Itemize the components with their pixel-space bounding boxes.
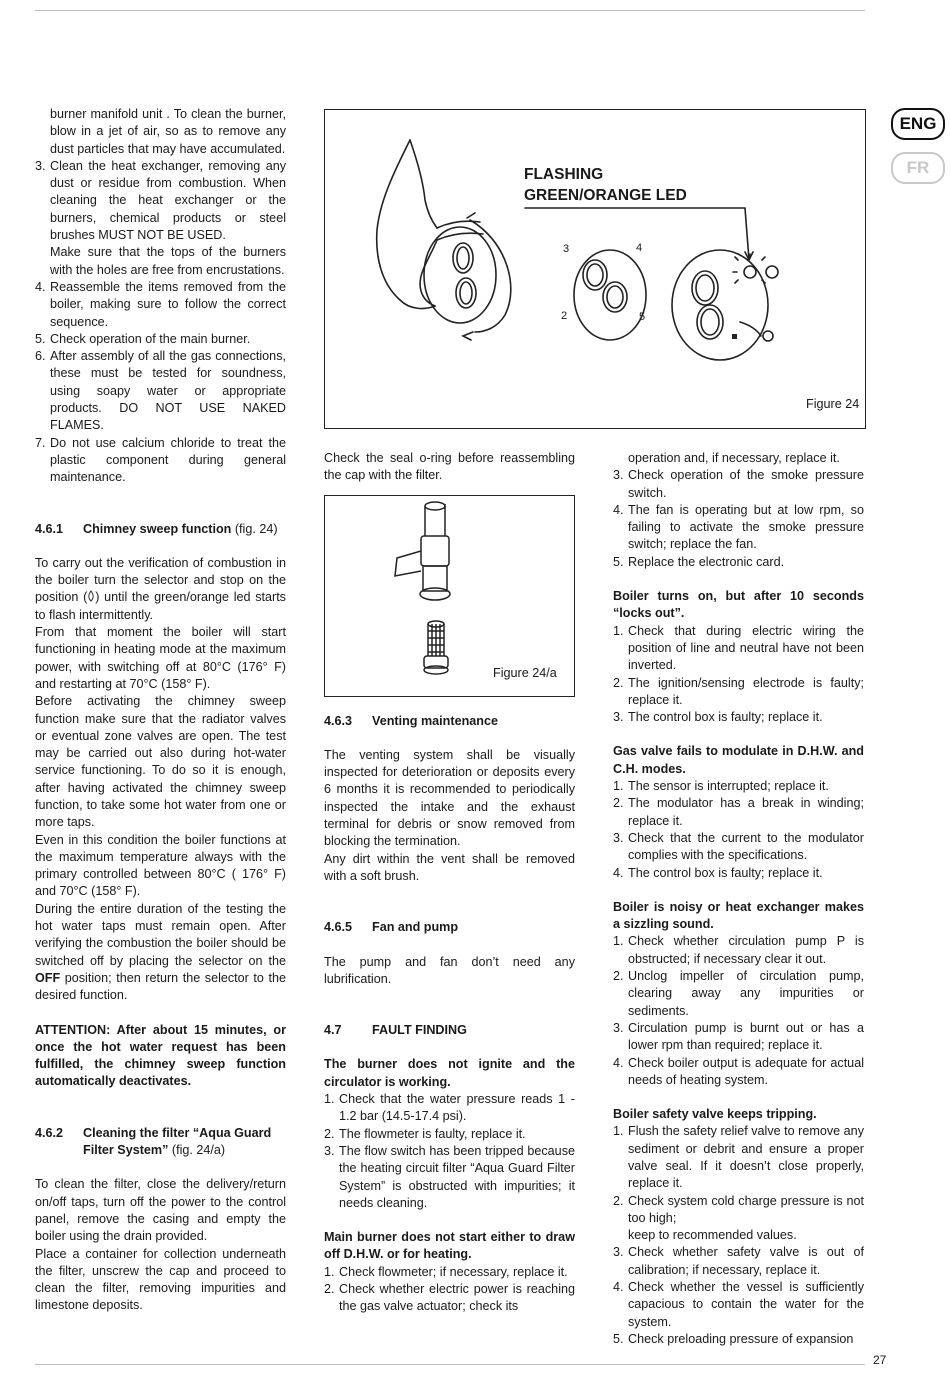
fault-heading: Boiler safety valve keeps tripping. [613,1107,817,1122]
list-item: 4. Check whether the vessel is sufficiently capacious to contain the water for the system. [613,1280,864,1329]
section-heading-4-7: 4.7 FAULT FINDING [324,1023,467,1038]
list-item: 3. Check operation of the smoke pressure switch. [613,468,864,500]
column-right [613,450,864,1348]
knob-mark-4: 4 [636,242,643,254]
figure-24 [324,109,866,429]
list-item: 4. Reassemble the items removed from the boiler, making sure to follow the correct sequence. [35,279,286,329]
fault-heading: Boiler turns on, but after 10 seconds “locks out”. [613,589,864,621]
list-item: 1. Check that the water pressure reads 1 - 1.2 bar (14.5-17.4 psi). [324,1092,575,1124]
paragraph: To clean the filter, close the delivery/return on/off taps, turn off the power to the control panel, remove the casing and empty the boiler using the drain provided. [35,1177,286,1244]
list-item: 3. Check that the current to the modulator complies with the specifications. [613,830,864,863]
list-item: 4. The control box is faulty; replace it. [613,865,823,880]
list-item: 4. Check boiler output is adequate for actual needs of heating system. [613,1055,864,1087]
column-left [35,106,286,1315]
fault-heading: Main burner does not start either to draw off D.H.W. or for heating. [324,1230,575,1262]
knob-mark-5: 5 [639,311,646,323]
paragraph: Even in this condition the boiler functions at the maximum temperature always with the primary controlled between 80°C ( 176° F) and 70°C (158° F). [35,832,286,899]
paragraph: Check the seal o-ring before reassembling the cap with the filter. [324,451,575,483]
list-item: 2. Check system cold charge pressure is not too high; [613,1193,864,1225]
list-item: 6. After assembly of all the gas connections, these must be tested for soundness, using soapy water or appropriate products. DO NOT USE NAKED FLAMES. [35,349,286,433]
paragraph: From that moment the boiler will start functioning in heating mode at the maximum power, with switching off at 80°C (176° F) and restarting at 70°C (158° F). [35,625,286,691]
section-heading-4-6-1: 4.6.1 Chimney sweep function (fig. 24) [35,521,278,536]
fault-heading: Boiler is noisy or heat exchanger makes a sizzling sound. [613,899,864,932]
paragraph: Before activating the chimney sweep function make sure that the radiator valves or eventual zone valves are open. The test may be carried out also during hot-water service functioning. To do so it is enough, after having activated the chimney sweep function, to take some hot water from one or more taps. [35,694,286,830]
list-item: 1. Check whether circulation pump P is obstructed; if necessary clear it out. [613,934,864,966]
language-tab-fr[interactable]: FR [891,152,945,184]
figure-caption: Figure 24 [806,397,860,411]
list-item: 3. The control box is faulty; replace it. [613,710,823,725]
list-item: 3. Check whether safety valve is out of calibration; if necessary, replace it. [613,1245,864,1277]
page-number: 27 [873,1353,887,1367]
list-item: 1. Check that during electric wiring the position of line and neutral have not been inverted. [613,623,864,673]
list-item: keep to recommended values. [628,1228,797,1243]
section-heading-4-6-5: 4.6.5 Fan and pump [324,920,459,935]
language-tab-eng[interactable]: ENG [891,108,945,140]
paragraph: During the entire duration of the testing the hot water taps must remain open. After verifying the combustion the boiler should be switched off by placing the selector on the OFF position; then return the selector to the desired function. [35,901,286,1003]
list-item: 5. Check preloading pressure of expansion [613,1331,854,1346]
list-item: 2. Unclog impeller of circulation pump, clearing away any impurities or sediments. [613,969,864,1018]
column-middle [324,450,575,1316]
list-item: 5. Replace the electronic card. [613,554,785,569]
bottom-rule [35,1364,865,1365]
section-heading-4-6-3: 4.6.3 Venting maintenance [324,713,498,728]
list-item: 5. Check operation of the main burner. [35,331,251,346]
knob-mark-3: 3 [563,243,570,255]
paragraph: The venting system shall be visually inspected for deterioration or deposits every 6 months it is recommended to periodically inspected the intake and the exhaust terminal for debris or snow removed from blocking the termination. [324,747,575,849]
list-item: 7. Do not use calcium chloride to treat the plastic component during general maintenance. [35,435,286,485]
fault-heading: Gas valve fails to modulate in D.H.W. and C.H. modes. [613,744,864,776]
list-item: 1. Flush the safety relief valve to remove any sediment or debrit and ensure a proper valve seal. If it doesn’t close properly, replace it. [613,1124,864,1191]
knob-mark-2: 2 [561,310,568,322]
list-item: 1. The sensor is interrupted; replace it. [613,779,829,794]
paragraph: Place a container for collection underneath the filter, unscrew the cap and proceed to clean the filter, removing impurities and limestone deposits. [35,1246,286,1313]
list-item: 2. The flowmeter is faulty, replace it. [324,1126,526,1141]
paragraph-chimney-verify: To carry out the verification of combustion in the boiler turn the selector and stop on the position ( ) until the green/orange led starts to flash intermittently. [35,555,286,622]
list-item: 3. Circulation pump is burnt out or has a lower rpm than required; replace it. [613,1020,864,1053]
flashing-led-label: FLASHING GREEN/ORANGE LED [524,166,687,204]
list-item: 2. Check whether electric power is reaching the gas valve actuator; check its [324,1282,575,1314]
top-rule [35,10,865,11]
section-heading-4-6-2: 4.6.2 Cleaning the filter “Aqua Guard Filter System” (fig. 24/a) [35,1125,272,1158]
selector-knob-illustration [325,110,865,428]
paragraph-continued: operation and, if necessary, replace it. [628,451,840,465]
list-item: Make sure that the tops of the burners with the holes are free from encrustations. [50,245,286,277]
list-item: 3. The flow switch has been tripped because the heating circuit filter “Aqua Guard Filter System” is obstructed with impurities; it needs cleaning. [324,1143,575,1210]
paragraph: The pump and fan don’t need any lubrification. [324,954,575,986]
figure-caption: Figure 24/a [493,665,557,680]
figure-24a [324,495,575,697]
list-item: 2. The modulator has a break in winding; replace it. [613,796,864,828]
paragraph-intro: burner manifold unit . To clean the burner, blow in a jet of air, so as to remove any dust particles that may have accumulated. [50,107,286,156]
list-item: 1. Check flowmeter; if necessary, replace it. [324,1264,568,1279]
attention-note: ATTENTION: After about 15 minutes, or once the hot water request has been fulfilled, the chimney sweep function automatically deactivates. [35,1022,286,1089]
list-item: 3. Clean the heat exchanger, removing any dust or residue from combustion. When cleaning the heat exchanger or the burners, chemical products or steel brushes MUST NOT BE USED. [35,158,286,243]
list-item: 2. The ignition/sensing electrode is faulty; replace it. [613,675,864,707]
list-item: 4. The fan is operating but at low rpm, so failing to activate the smoke pressure switch; replace the fan. [613,502,864,552]
maintenance-steps [35,158,286,487]
paragraph: Any dirt within the vent shall be removed with a soft brush. [324,851,575,883]
fault-heading: The burner does not ignite and the circulator is working. [324,1057,575,1089]
